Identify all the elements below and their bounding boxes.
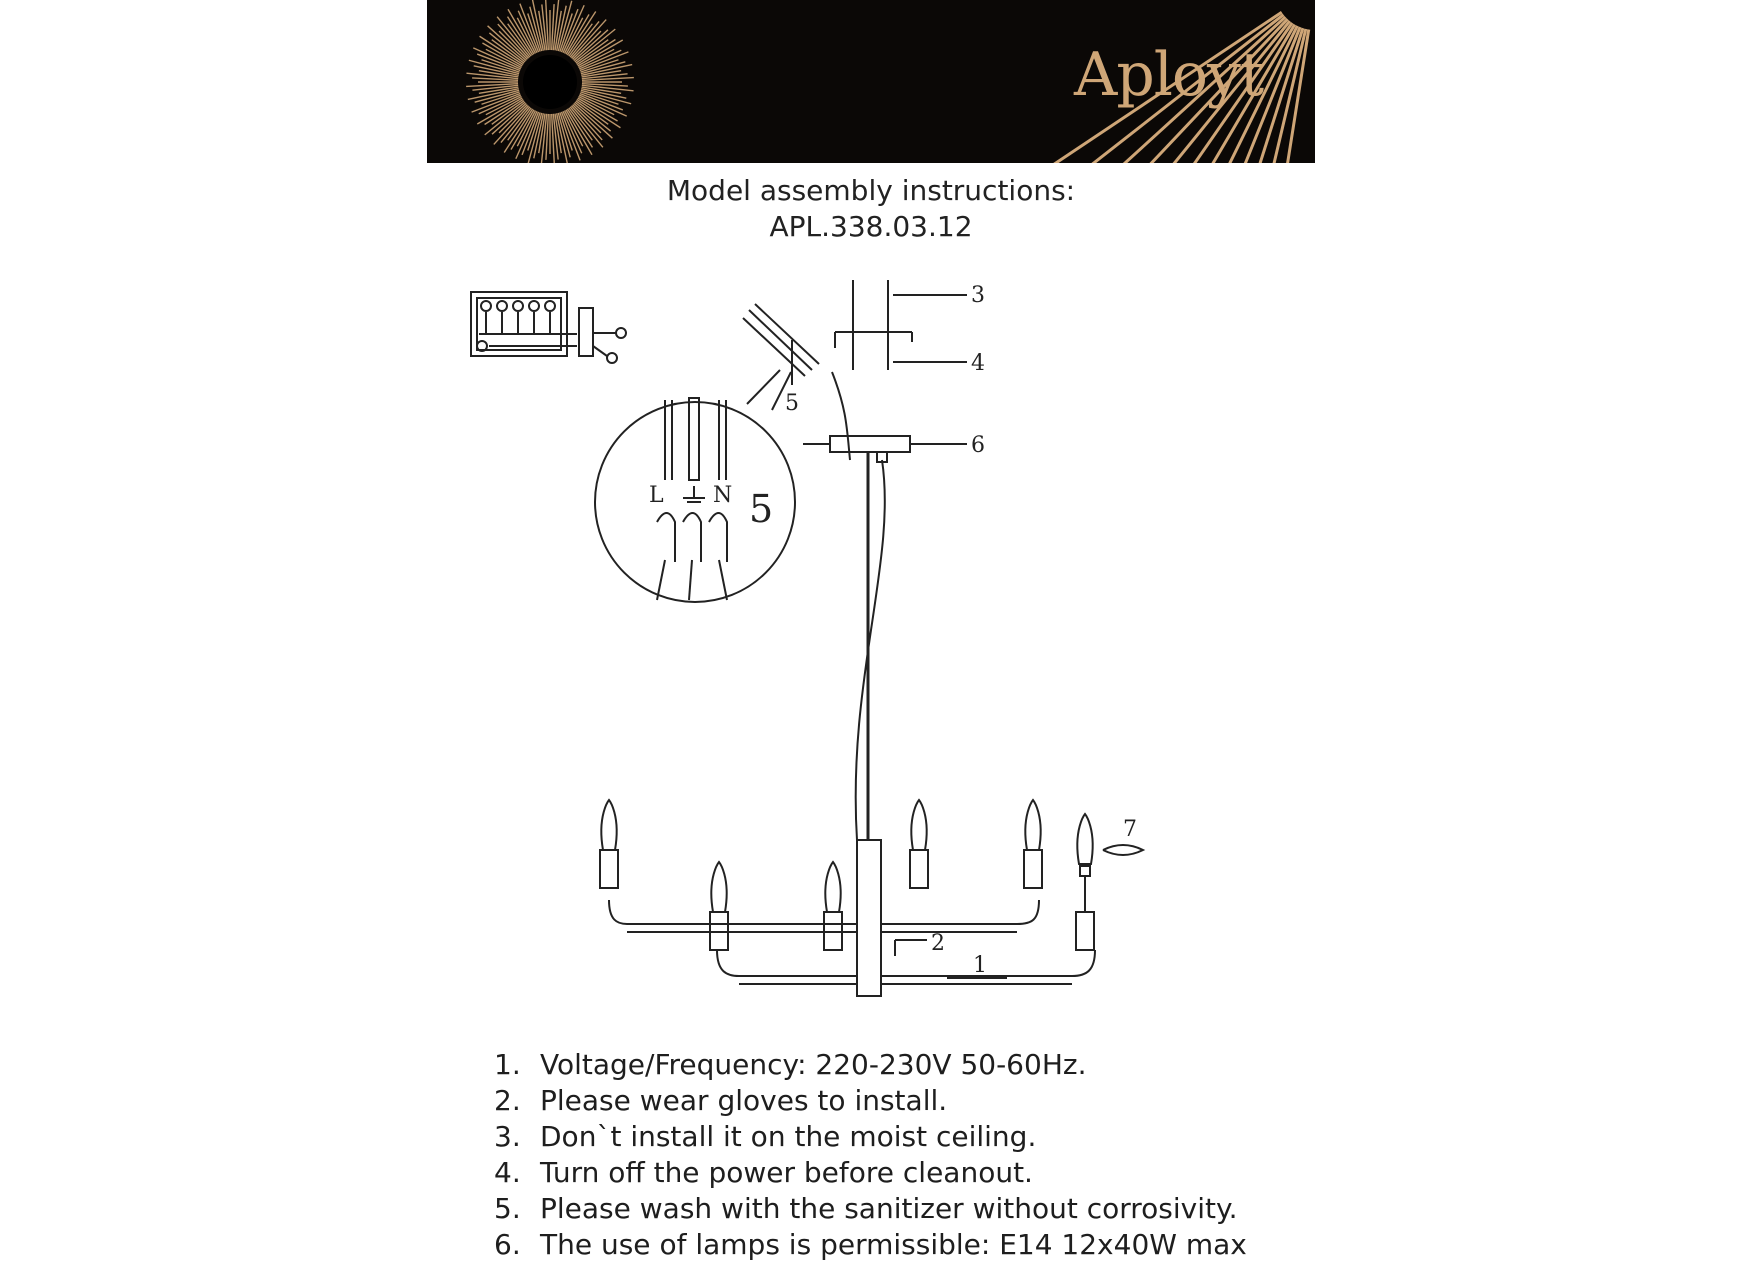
canopy [803,436,967,462]
list-item: 4. Turn off the power before cleanout. [494,1156,1033,1189]
power-cable [856,460,885,840]
list-item: 6. The use of lamps is permissible: E14 12x40W max [494,1228,1247,1261]
list-item: 1. Voltage/Frequency: 220-230V 50-60Hz. [494,1048,1087,1081]
list-item: 2. Please wear gloves to install. [494,1084,948,1117]
assembly-diagram [427,260,1187,1020]
label-live: L [649,483,664,508]
ground-icon [683,486,705,502]
instructions-list [494,1047,1247,1263]
callout-4: 4 [971,351,985,376]
mounting-bracket-icon [835,280,967,370]
model-number: APL.338.03.12 [769,210,973,243]
list-item: 5. Please wash with the sanitizer without corrosivity. [494,1192,1238,1225]
label-neutral: N [713,483,733,508]
callout-2: 2 [931,931,945,956]
list-item: 3. Don`t install it on the moist ceiling. [494,1120,1037,1153]
brand-banner [427,0,1315,163]
callout-6: 6 [971,433,985,458]
page-title: Model assembly instructions: [666,174,1076,207]
callout-7: 7 [1123,817,1137,842]
callout-1: 1 [973,953,987,978]
terminal-block-icon [471,292,626,363]
candle-lamps [600,800,1143,950]
callout-5: 5 [785,391,799,416]
callout-3: 3 [971,283,985,308]
brand-name: Aployt [1074,40,1264,110]
chandelier-frame [609,840,1095,996]
detail-number: 5 [749,487,774,531]
